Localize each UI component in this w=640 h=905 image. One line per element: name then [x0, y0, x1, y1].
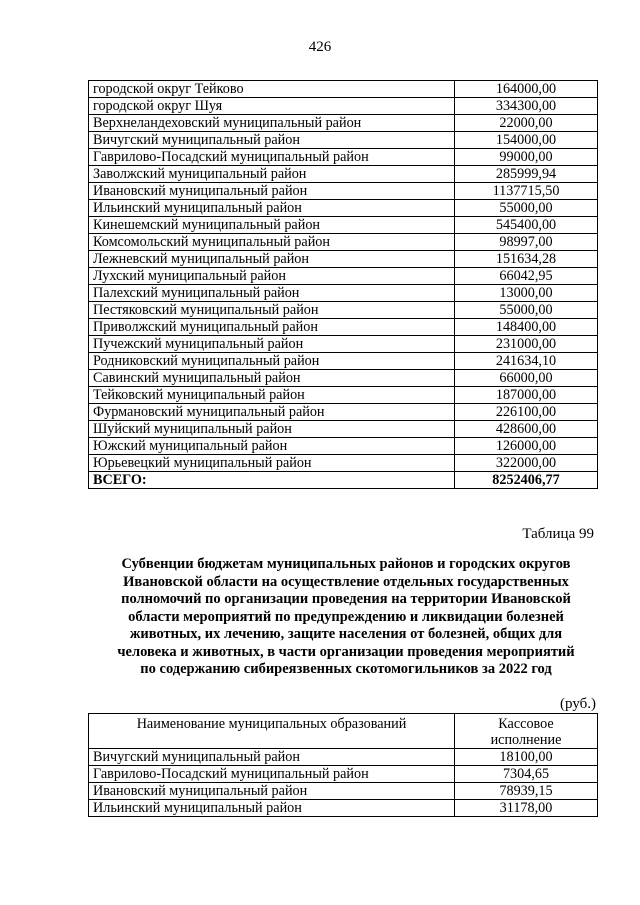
subsidies-table-body: [89, 81, 598, 489]
municipality-name-cell: Пучежский муниципальный район: [89, 336, 455, 353]
title-line: области мероприятий по предупреждению и ликвидации болезней: [128, 608, 564, 625]
subventions-table-body: [89, 749, 598, 817]
table-row: [89, 387, 598, 404]
table-row: [89, 319, 598, 336]
column-header-municipality: Наименование муниципальных образований: [89, 714, 455, 749]
title-line: Ивановской области на осуществление отдельных государственных: [123, 573, 569, 590]
municipality-name-cell: Комсомольский муниципальный район: [89, 234, 455, 251]
municipality-name-cell: Палехский муниципальный район: [89, 285, 455, 302]
amount-cell: 428600,00: [455, 421, 598, 438]
amount-cell: 55000,00: [455, 302, 598, 319]
subventions-table: [88, 713, 598, 817]
amount-cell: 241634,10: [455, 353, 598, 370]
amount-cell: 164000,00: [455, 81, 598, 98]
municipality-name-cell: Вичугский муниципальный район: [89, 749, 455, 766]
amount-cell: 148400,00: [455, 319, 598, 336]
amount-cell: 18100,00: [455, 749, 598, 766]
municipality-name-cell: ВСЕГО:: [89, 472, 455, 489]
amount-cell: 55000,00: [455, 200, 598, 217]
municipality-name-cell: городской округ Тейково: [89, 81, 455, 98]
table-row: [89, 200, 598, 217]
total-row: [89, 472, 598, 489]
amount-cell: 98997,00: [455, 234, 598, 251]
table-row: [89, 404, 598, 421]
subsidies-table-continued: [88, 80, 598, 489]
municipality-name-cell: Савинский муниципальный район: [89, 370, 455, 387]
municipality-name-cell: Ильинский муниципальный район: [89, 800, 455, 817]
table-row: [89, 800, 598, 817]
table-row: [89, 98, 598, 115]
table-row: [89, 766, 598, 783]
table-row: [89, 81, 598, 98]
column-header-line: исполнение: [490, 732, 562, 748]
municipality-name-cell: Юрьевецкий муниципальный район: [89, 455, 455, 472]
title-line: человека и животных, в части организации проведения мероприятий: [117, 643, 575, 660]
amount-cell: 126000,00: [455, 438, 598, 455]
amount-cell: 66042,95: [455, 268, 598, 285]
municipality-name-cell: Тейковский муниципальный район: [89, 387, 455, 404]
amount-cell: 7304,65: [455, 766, 598, 783]
title-line: по содержанию сибиреязвенных скотомогильников за 2022 год: [140, 661, 552, 677]
table-row: [89, 234, 598, 251]
table-title: [100, 556, 592, 679]
table-row: [89, 421, 598, 438]
municipality-name-cell: Верхнеландеховский муниципальный район: [89, 115, 455, 132]
municipality-name-cell: Приволжский муниципальный район: [89, 319, 455, 336]
municipality-name-cell: Гаврилово-Посадский муниципальный район: [89, 149, 455, 166]
amount-cell: 22000,00: [455, 115, 598, 132]
amount-cell: 285999,94: [455, 166, 598, 183]
table-row: [89, 353, 598, 370]
amount-cell: 151634,28: [455, 251, 598, 268]
title-line: животных, их лечению, защите населения от болезней, общих для: [129, 626, 563, 642]
municipality-name-cell: Лежневский муниципальный район: [89, 251, 455, 268]
municipality-name-cell: Вичугский муниципальный район: [89, 132, 455, 149]
municipality-name-cell: Заволжский муниципальный район: [89, 166, 455, 183]
municipality-name-cell: Ивановский муниципальный район: [89, 783, 455, 800]
municipality-name-cell: Южский муниципальный район: [89, 438, 455, 455]
title-line: полномочий по организации проведения на территории Ивановской: [121, 591, 571, 607]
amount-cell: 78939,15: [455, 783, 598, 800]
municipality-name-cell: Гаврилово-Посадский муниципальный район: [89, 766, 455, 783]
municipality-name-cell: городской округ Шуя: [89, 98, 455, 115]
municipality-name-cell: Пестяковский муниципальный район: [89, 302, 455, 319]
table-row: [89, 115, 598, 132]
table-row: [89, 285, 598, 302]
table-header-row: [89, 714, 598, 749]
amount-cell: 187000,00: [455, 387, 598, 404]
amount-cell: 231000,00: [455, 336, 598, 353]
amount-cell: 154000,00: [455, 132, 598, 149]
column-header-line: Кассовое: [498, 716, 554, 732]
municipality-name-cell: Родниковский муниципальный район: [89, 353, 455, 370]
table-row: [89, 132, 598, 149]
table-row: [89, 455, 598, 472]
amount-cell: 8252406,77: [455, 472, 598, 489]
units-label: (руб.): [560, 696, 596, 712]
amount-cell: 66000,00: [455, 370, 598, 387]
page-number: 426: [308, 39, 332, 55]
table-row: [89, 268, 598, 285]
amount-cell: 1137715,50: [455, 183, 598, 200]
amount-cell: 545400,00: [455, 217, 598, 234]
amount-cell: 226100,00: [455, 404, 598, 421]
table-row: [89, 783, 598, 800]
table-row: [89, 217, 598, 234]
amount-cell: 31178,00: [455, 800, 598, 817]
table-row: [89, 251, 598, 268]
table-row: [89, 749, 598, 766]
table-row: [89, 336, 598, 353]
column-header-cash-execution: [455, 714, 598, 749]
municipality-name-cell: Шуйский муниципальный район: [89, 421, 455, 438]
municipality-name-cell: Ильинский муниципальный район: [89, 200, 455, 217]
table-label: Таблица 99: [522, 526, 594, 542]
table-row: [89, 438, 598, 455]
amount-cell: 334300,00: [455, 98, 598, 115]
amount-cell: 99000,00: [455, 149, 598, 166]
municipality-name-cell: Ивановский муниципальный район: [89, 183, 455, 200]
table-row: [89, 183, 598, 200]
table-row: [89, 302, 598, 319]
table-row: [89, 149, 598, 166]
title-line: Субвенции бюджетам муниципальных районов и городских округов: [121, 556, 571, 572]
amount-cell: 322000,00: [455, 455, 598, 472]
amount-cell: 13000,00: [455, 285, 598, 302]
table-row: [89, 166, 598, 183]
municipality-name-cell: Лухский муниципальный район: [89, 268, 455, 285]
municipality-name-cell: Фурмановский муниципальный район: [89, 404, 455, 421]
table-row: [89, 370, 598, 387]
municipality-name-cell: Кинешемский муниципальный район: [89, 217, 455, 234]
